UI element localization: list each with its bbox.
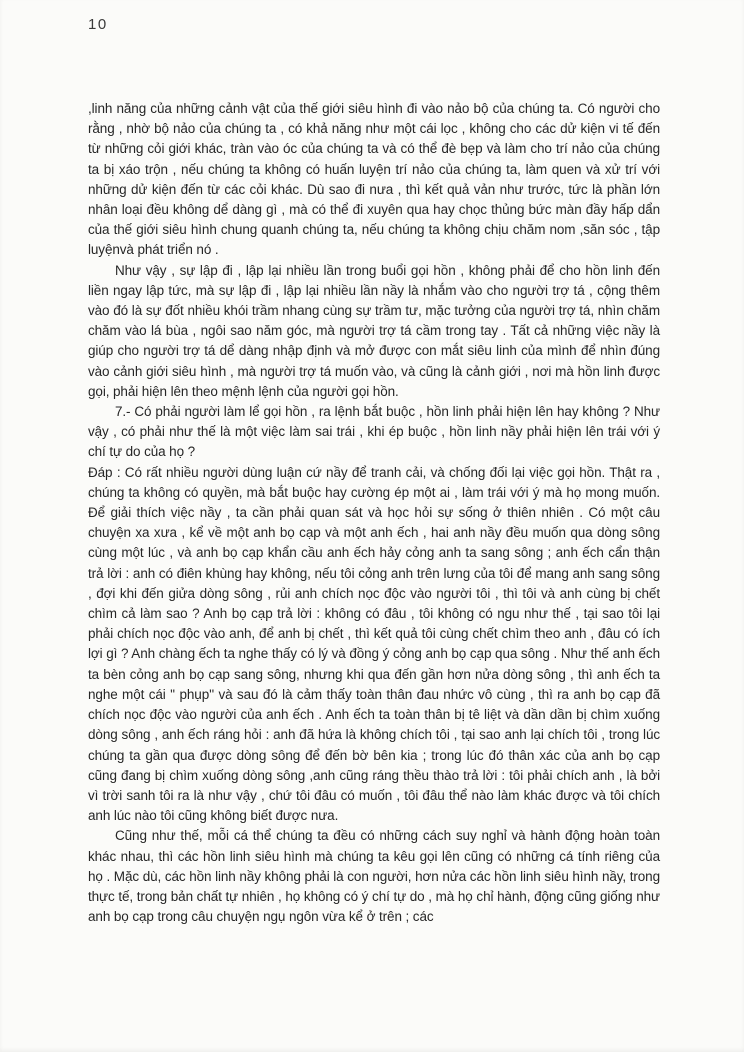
paragraph-answer-scorpion-frog-fable: Đáp : Có rất nhiều người dùng luận cứ nầy để tranh cải, và chống đối lại việc gọi hồn. Thật ra , chúng ta không có quyền, mà bắt buộc hay cường ép một ai , làm trái với ý mà họ mong muốn. Để giải thích việc nầy , ta cần phải quan sát và học hỏi sự sống ở thiên nhiên . Có một câu chuyện xa xưa , kể về một anh bọ cạp và một anh ếch , hai anh nầy đều muốn qua dòng sông cùng một lúc , và anh bọ cạp khẩn cầu anh ếch hảy cỏng anh ta sang sông ; anh ếch cẩn thận trả lời : anh có điên khùng hay không, nếu tôi cỏng anh trên lưng của tôi để mang anh sang sông , đợi khi đến giửa dòng sông , rủi anh chích nọc độc vào người tôi , thì tôi và anh cùng bị chết chìm cả làm sao ? Anh bọ cạp trả lời : không có đâu , tôi không có ngu như thế , tại sao tôi lại phải chích nọc độc vào anh, để anh bị chết , thì kết quả tôi cùng chết chìm theo anh , đâu có ích lợi gì ? Anh chàng ếch ta nghe thấy có lý và đồng ý cỏng anh bọ cạp qua sông . Như thế anh ếch ta bèn cỏng anh bọ cạp sang sông, nhưng khi qua đến gần hơn nửa dòng sông , thì anh ếch ta nghe một cái '' phụp'' và sau đó là cảm thấy toàn thân đau nhức vô cùng , thì ra anh bọ cạp đã chích nọc độc vào người của anh ếch . Anh ếch ta toàn thân bị tê liệt và dần dần bị chìm xuống dòng sông , anh ếch ráng hỏi : anh đã hứa là không chích tôi , tại sao anh lại chích tôi , trong lúc chúng ta gần qua được dòng sông để đến bờ bên kia ; trong lúc đó thân xác của anh bọ cạp cũng đang bị chìm xuống dòng sông ,anh cũng ráng thều thào trả lời : tôi phải chích anh , là bởi vì trời sanh tôi ra là như vậy , chứ tôi đâu có muốn , tôi đâu thể nào làm khác được và tôi chích anh lúc nào tôi cũng không biết được nưa. <box>88 464 660 824</box>
page-number: 10 <box>88 16 108 33</box>
paragraph-repetition-ritual: Như vậy , sự lập đi , lập lại nhiều lần trong buổi gọi hồn , không phải để cho hồn linh đến liền ngay lập tức, mà sự lập đi , lập lại nhiều lần nầy là nhắm vào cho người trợ tá , cộng thêm vào đó là sự đốt nhiều khói trầm nhang cùng sự trầm tư, mặc tưởng của người trợ tá, nhìn chăm chăm vào lá bùa , ngôi sao năm góc, mà người trợ tá cầm trong tay . Tất cả những việc nầy là giúp cho người trợ tá dể dàng nhập định và mở được con mắt siêu linh của mình để nhìn đúng vào cảnh giới siêu hình , mà người trợ tá muốn vào, và cũng là cảnh giới , nơi mà hồn linh được gọi, phải hiện lên theo mệnh lệnh của người gọi hồn. <box>88 262 660 399</box>
paragraph-continuation: ,linh năng của những cảnh vật của thế giới siêu hình đi vào nảo bộ của chúng ta. Có người cho rằng , nhờ bộ nảo của chúng ta , có khả năng như một cái lọc , không cho các dử kiện vi tế đến từ những cỏi giới khác, tràn vào óc của chúng ta và có thể đè bẹp và làm cho trí nảo của chúng ta bị xáo trộn , nếu chúng ta không có huấn luyện trí nảo của chúng ta, làm quen và xử trí với những dử kiện đến từ các cỏi khác. Dù sao đi nưa , thì kết quả vản như trước, tức là phần lớn nhân loại đều không dể dàng gì , mà có thể đi xuyên qua hay chọc thủng bức màn đầy hấp dẩn của thế giới siêu hình chung quanh chúng ta, nếu chúng ta không chịu chăm nom ,săn sóc , tập luyệnvà phát triển nó . <box>88 101 660 258</box>
paragraph-conclusion-spirit-personalities: Cũng như thế, mỗi cá thể chúng ta đều có những cách suy nghỉ và hành động hoàn toàn khác nhau, thì các hồn linh siêu hình mà chúng ta kêu gọi lên cũng có những cá tính riêng của họ . Mặc dù, các hồn linh nầy không phải là con người, hơn nửa các hồn linh siêu hình nầy, trong thực tế, trong bản chất tự nhiên , họ không có ý chí tự do , mà họ chỉ hành, động cũng giống như anh bọ cạp trong câu chuyện ngụ ngôn vừa kể ở trên ; các <box>88 828 660 925</box>
paragraph-question-7: 7.- Có phải người làm lể gọi hồn , ra lệnh bắt buộc , hồn linh phải hiện lên hay không ? Như vậy , có phải như thế là một việc làm sai trái , khi ép buộc , hồn linh nầy phải hiện lên trái với ý chí tự do của họ ? <box>88 404 660 460</box>
body-text <box>88 99 660 927</box>
